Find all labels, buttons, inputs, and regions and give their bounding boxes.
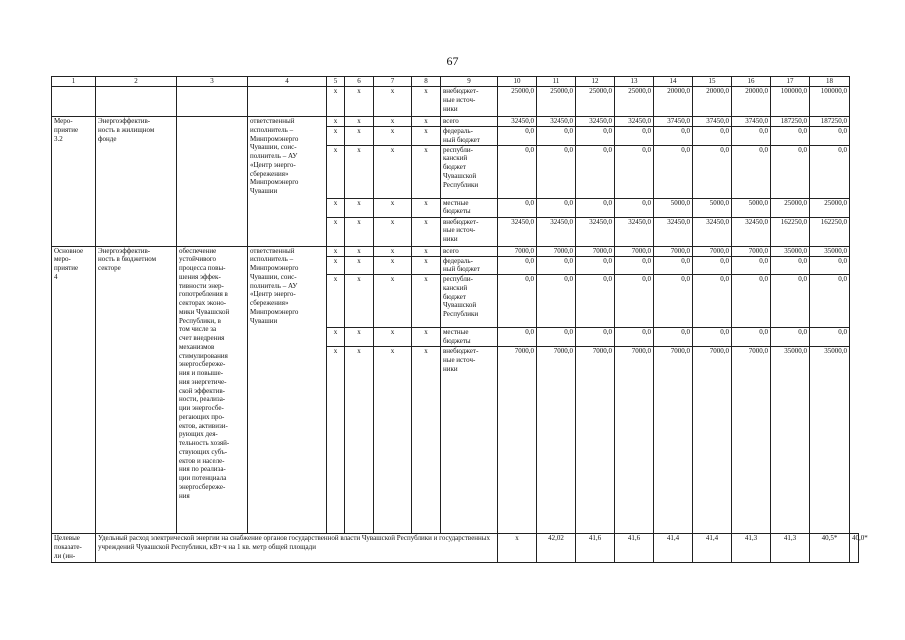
group2-row-4-x-6: x bbox=[345, 347, 374, 534]
target-value-col-17: 40,5* bbox=[810, 534, 850, 563]
row0-value-col-11: 25000,0 bbox=[537, 87, 576, 117]
group2-row-3-value-col-10: 0,0 bbox=[498, 328, 537, 347]
group1-row-3-source: местные бюджеты bbox=[441, 198, 498, 217]
group1-row-2-value-col-16: 0,0 bbox=[732, 145, 771, 198]
group2-row-1-value-col-13: 0,0 bbox=[615, 256, 654, 275]
row0-x-5: x bbox=[327, 87, 345, 117]
group2-row-1-value-col-14: 0,0 bbox=[654, 256, 693, 275]
group1-row-2-x-8: x bbox=[412, 145, 441, 198]
group1-row-3-value-col-16: 5000,0 bbox=[732, 198, 771, 217]
table-row bbox=[52, 117, 859, 127]
group1-row-4-value-col-17: 162250,0 bbox=[771, 217, 810, 246]
group2-row-3-source: местные бюджеты bbox=[441, 328, 498, 347]
row0-x-8: x bbox=[412, 87, 441, 117]
group2-row-0-x-8: x bbox=[412, 246, 441, 256]
group1-row-3-value-col-11: 0,0 bbox=[537, 198, 576, 217]
group2-row-4-value-col-10: 7000,0 bbox=[498, 347, 537, 534]
group1-row-4-x-6: x bbox=[345, 217, 374, 246]
group1-row-0-x-5: x bbox=[327, 117, 345, 127]
page-number: 67 bbox=[446, 54, 459, 68]
group1-row-3-x-7: x bbox=[374, 198, 412, 217]
group2-row-2-value-col-17: 0,0 bbox=[771, 275, 810, 328]
group2-row-4-value-col-15: 7000,0 bbox=[693, 347, 732, 534]
header-cell-18: 18 bbox=[810, 77, 850, 87]
group1-row-1-source: федераль- ный бюджет bbox=[441, 127, 498, 146]
row0-value-col-14: 20000,0 bbox=[654, 87, 693, 117]
group1-row-4-value-col-15: 32450,0 bbox=[693, 217, 732, 246]
group1-row-2-value-col-17: 0,0 bbox=[771, 145, 810, 198]
header-cell-8: 8 bbox=[412, 77, 441, 87]
group1-row-0-value-col-14: 37450,0 bbox=[654, 117, 693, 127]
group2-row-1-value-col-12: 0,0 bbox=[576, 256, 615, 275]
group1-row-0-value-col-13: 32450,0 bbox=[615, 117, 654, 127]
header-cell-4: 4 bbox=[248, 77, 327, 87]
group1-measure-name: Энергоэффектив- ность в жилищном фонде bbox=[96, 117, 177, 247]
group1-measure-goal bbox=[177, 117, 248, 247]
group2-row-3-value-col-17: 0,0 bbox=[771, 328, 810, 347]
empty-cell-2 bbox=[96, 87, 177, 117]
group1-row-0-value-col-12: 32450,0 bbox=[576, 117, 615, 127]
group2-row-0-value-col-18: 35000,0 bbox=[810, 246, 850, 256]
group1-row-1-value-col-14: 0,0 bbox=[654, 127, 693, 146]
group2-row-4-value-col-18: 35000,0 bbox=[810, 347, 850, 534]
row0-x-6: x bbox=[345, 87, 374, 117]
group1-row-4-source: внебюджет- ные источ- ники bbox=[441, 217, 498, 246]
group2-measure-name: Энергоэффектив- ность в бюджетном секторе bbox=[96, 246, 177, 534]
row0-value-col-12: 25000,0 bbox=[576, 87, 615, 117]
group2-row-3-value-col-13: 0,0 bbox=[615, 328, 654, 347]
group2-row-0-value-col-10: 7000,0 bbox=[498, 246, 537, 256]
group2-row-0-value-col-11: 7000,0 bbox=[537, 246, 576, 256]
target-value-col-10: 42,02 bbox=[537, 534, 576, 563]
group1-row-2-source: республи- канский бюджет Чувашской Республики bbox=[441, 145, 498, 198]
group1-row-3-value-col-18: 25000,0 bbox=[810, 198, 850, 217]
group1-row-2-value-col-14: 0,0 bbox=[654, 145, 693, 198]
group1-measure-number: Меро- приятие 3.2 bbox=[52, 117, 96, 247]
group1-row-0-x-8: x bbox=[412, 117, 441, 127]
group2-row-2-value-col-11: 0,0 bbox=[537, 275, 576, 328]
group2-row-0-x-5: x bbox=[327, 246, 345, 256]
group1-row-0-value-col-10: 32450,0 bbox=[498, 117, 537, 127]
header-cell-13: 13 bbox=[615, 77, 654, 87]
group2-row-4-value-col-12: 7000,0 bbox=[576, 347, 615, 534]
group1-row-1-value-col-17: 0,0 bbox=[771, 127, 810, 146]
header-cell-5: 5 bbox=[327, 77, 345, 87]
group2-row-0-value-col-14: 7000,0 bbox=[654, 246, 693, 256]
group1-row-2-x-6: x bbox=[345, 145, 374, 198]
budget-table bbox=[51, 76, 868, 563]
group1-row-1-x-6: x bbox=[345, 127, 374, 146]
group2-row-0-x-6: x bbox=[345, 246, 374, 256]
group1-row-1-x-8: x bbox=[412, 127, 441, 146]
table-row bbox=[52, 246, 859, 256]
row0-source: внебюджет- ные источ- ники bbox=[441, 87, 498, 117]
group2-row-3-value-col-15: 0,0 bbox=[693, 328, 732, 347]
header-cell-6: 6 bbox=[345, 77, 374, 87]
group1-row-4-value-col-18: 162250,0 bbox=[810, 217, 850, 246]
row0-value-col-15: 20000,0 bbox=[693, 87, 732, 117]
group2-row-2-value-col-14: 0,0 bbox=[654, 275, 693, 328]
group2-row-2-value-col-18: 0,0 bbox=[810, 275, 850, 328]
table-row bbox=[52, 87, 859, 117]
group2-row-0-value-col-13: 7000,0 bbox=[615, 246, 654, 256]
group2-measure-goal: обеспечение устойчивого процесса повы- шения эффек- тивности энер- гопотребления в секторах эконо- мики Чувашской Республики, в том числе за счет внедрения механизмов стимулирования энергосбереже- ния и повыше- ния энергетиче- ской эффектив- ности, реализа- ции энергосбе- регающих про- ектов, активизи- рующих дея- тельность хозяй- ствующих субъ- ектов и населе- ния по реализа- ции потенциала энергосбереже- ния bbox=[177, 246, 248, 534]
empty-cell-1 bbox=[52, 87, 96, 117]
header-cell-11: 11 bbox=[537, 77, 576, 87]
group1-row-1-value-col-16: 0,0 bbox=[732, 127, 771, 146]
group1-row-1-value-col-11: 0,0 bbox=[537, 127, 576, 146]
header-cell-17: 17 bbox=[771, 77, 810, 87]
group1-row-3-value-col-15: 5000,0 bbox=[693, 198, 732, 217]
group2-row-3-x-5: x bbox=[327, 328, 345, 347]
target-value-col-12: 41,6 bbox=[615, 534, 654, 563]
group2-row-0-value-col-15: 7000,0 bbox=[693, 246, 732, 256]
group2-row-1-value-col-11: 0,0 bbox=[537, 256, 576, 275]
row0-value-col-17: 100000,0 bbox=[771, 87, 810, 117]
group2-row-2-value-col-12: 0,0 bbox=[576, 275, 615, 328]
group1-row-1-value-col-10: 0,0 bbox=[498, 127, 537, 146]
group1-row-1-value-col-12: 0,0 bbox=[576, 127, 615, 146]
empty-cell-3 bbox=[177, 87, 248, 117]
target-value-col-18: 40,0* bbox=[850, 534, 859, 563]
group2-row-1-source: федераль- ный бюджет bbox=[441, 256, 498, 275]
group2-row-0-value-col-16: 7000,0 bbox=[732, 246, 771, 256]
group1-row-1-x-5: x bbox=[327, 127, 345, 146]
group1-row-3-value-col-17: 25000,0 bbox=[771, 198, 810, 217]
group2-row-4-value-col-13: 7000,0 bbox=[615, 347, 654, 534]
group1-row-0-value-col-11: 32450,0 bbox=[537, 117, 576, 127]
group2-row-4-value-col-17: 35000,0 bbox=[771, 347, 810, 534]
group2-row-2-value-col-10: 0,0 bbox=[498, 275, 537, 328]
group1-executor: ответственный исполнитель – Минпромэнерго Чувашии, соис- полнитель – АУ «Центр энерго- сбережения» Минпромэнерго Чувашии bbox=[248, 117, 327, 247]
group1-row-4-value-col-14: 32450,0 bbox=[654, 217, 693, 246]
group1-row-4-value-col-16: 32450,0 bbox=[732, 217, 771, 246]
header-cell-16: 16 bbox=[732, 77, 771, 87]
group1-row-4-x-5: x bbox=[327, 217, 345, 246]
group2-row-3-x-7: x bbox=[374, 328, 412, 347]
group2-row-3-x-6: x bbox=[345, 328, 374, 347]
row0-value-col-18: 100000,0 bbox=[810, 87, 850, 117]
group1-row-0-x-6: x bbox=[345, 117, 374, 127]
target-value-col-13: 41,4 bbox=[654, 534, 693, 563]
group2-row-4-x-8: x bbox=[412, 347, 441, 534]
group2-row-4-value-col-16: 7000,0 bbox=[732, 347, 771, 534]
group2-row-4-source: внебюджет- ные источ- ники bbox=[441, 347, 498, 534]
group1-row-3-x-8: x bbox=[412, 198, 441, 217]
group1-row-1-value-col-13: 0,0 bbox=[615, 127, 654, 146]
group1-row-4-value-col-13: 32450,0 bbox=[615, 217, 654, 246]
group1-row-2-x-5: x bbox=[327, 145, 345, 198]
header-cell-15: 15 bbox=[693, 77, 732, 87]
group2-row-1-value-col-15: 0,0 bbox=[693, 256, 732, 275]
group1-row-0-source: всего bbox=[441, 117, 498, 127]
group1-row-0-value-col-17: 187250,0 bbox=[771, 117, 810, 127]
group2-row-4-value-col-14: 7000,0 bbox=[654, 347, 693, 534]
group2-row-4-x-7: x bbox=[374, 347, 412, 534]
group1-row-4-value-col-12: 32450,0 bbox=[576, 217, 615, 246]
group2-row-2-x-6: x bbox=[345, 275, 374, 328]
header-cell-1: 1 bbox=[52, 77, 96, 87]
group1-row-3-value-col-14: 5000,0 bbox=[654, 198, 693, 217]
group1-row-2-value-col-10: 0,0 bbox=[498, 145, 537, 198]
group1-row-2-value-col-11: 0,0 bbox=[537, 145, 576, 198]
header-cell-7: 7 bbox=[374, 77, 412, 87]
target-label: Целевые показате- ли (ин- bbox=[52, 534, 96, 563]
group2-row-3-x-8: x bbox=[412, 328, 441, 347]
group1-row-3-value-col-13: 0,0 bbox=[615, 198, 654, 217]
target-row bbox=[52, 534, 859, 563]
group2-row-1-value-col-10: 0,0 bbox=[498, 256, 537, 275]
group1-row-1-value-col-15: 0,0 bbox=[693, 127, 732, 146]
group2-row-2-value-col-15: 0,0 bbox=[693, 275, 732, 328]
group2-row-0-value-col-17: 35000,0 bbox=[771, 246, 810, 256]
target-value-col-14: 41,4 bbox=[693, 534, 732, 563]
group1-row-3-value-col-12: 0,0 bbox=[576, 198, 615, 217]
group2-row-1-x-8: x bbox=[412, 256, 441, 275]
group2-row-2-value-col-16: 0,0 bbox=[732, 275, 771, 328]
group2-row-0-value-col-12: 7000,0 bbox=[576, 246, 615, 256]
header-cell-12: 12 bbox=[576, 77, 615, 87]
group1-row-0-x-7: x bbox=[374, 117, 412, 127]
header-cell-2: 2 bbox=[96, 77, 177, 87]
group1-row-4-x-8: x bbox=[412, 217, 441, 246]
group1-row-2-value-col-18: 0,0 bbox=[810, 145, 850, 198]
group1-row-2-x-7: x bbox=[374, 145, 412, 198]
group2-row-1-x-5: x bbox=[327, 256, 345, 275]
group1-row-3-x-6: x bbox=[345, 198, 374, 217]
group1-row-3-value-col-10: 0,0 bbox=[498, 198, 537, 217]
group1-row-2-value-col-12: 0,0 bbox=[576, 145, 615, 198]
target-value-col-11: 41,6 bbox=[576, 534, 615, 563]
group1-row-2-value-col-13: 0,0 bbox=[615, 145, 654, 198]
group1-row-4-x-7: x bbox=[374, 217, 412, 246]
header-cell-3: 3 bbox=[177, 77, 248, 87]
header-cell-9: 9 bbox=[441, 77, 498, 87]
group2-row-0-source: всего bbox=[441, 246, 498, 256]
group2-row-2-x-7: x bbox=[374, 275, 412, 328]
group2-row-0-x-7: x bbox=[374, 246, 412, 256]
group1-row-1-value-col-18: 0,0 bbox=[810, 127, 850, 146]
row0-x-7: x bbox=[374, 87, 412, 117]
group2-row-2-source: республи- канский бюджет Чувашской Республики bbox=[441, 275, 498, 328]
group1-row-2-value-col-15: 0,0 bbox=[693, 145, 732, 198]
group2-row-3-value-col-11: 0,0 bbox=[537, 328, 576, 347]
group2-row-3-value-col-12: 0,0 bbox=[576, 328, 615, 347]
target-description: Удельный расход электрической энергии на снабжение органов государственной власти Чувашской Республики и государственных учреждений Чувашской Республики, кВт·ч на 1 кв. метр общей площади bbox=[96, 534, 498, 563]
group1-row-1-x-7: x bbox=[374, 127, 412, 146]
group2-row-1-value-col-17: 0,0 bbox=[771, 256, 810, 275]
empty-cell-4 bbox=[248, 87, 327, 117]
group2-row-1-x-7: x bbox=[374, 256, 412, 275]
target-x: x bbox=[498, 534, 537, 563]
row0-value-col-13: 25000,0 bbox=[615, 87, 654, 117]
header-row bbox=[52, 77, 859, 87]
group1-row-3-x-5: x bbox=[327, 198, 345, 217]
group2-row-1-value-col-16: 0,0 bbox=[732, 256, 771, 275]
group1-row-4-value-col-10: 32450,0 bbox=[498, 217, 537, 246]
group2-row-1-x-6: x bbox=[345, 256, 374, 275]
group1-row-0-value-col-16: 37450,0 bbox=[732, 117, 771, 127]
group2-row-3-value-col-14: 0,0 bbox=[654, 328, 693, 347]
group2-row-3-value-col-16: 0,0 bbox=[732, 328, 771, 347]
header-cell-10: 10 bbox=[498, 77, 537, 87]
group2-row-2-value-col-13: 0,0 bbox=[615, 275, 654, 328]
row0-value-col-10: 25000,0 bbox=[498, 87, 537, 117]
group1-row-0-value-col-15: 37450,0 bbox=[693, 117, 732, 127]
group2-executor: ответственный исполнитель – Минпромэнерго Чувашии, соис- полнитель – АУ «Центр энерго- сбережения» Минпромэнерго Чувашии bbox=[248, 246, 327, 534]
target-value-col-15: 41,3 bbox=[732, 534, 771, 563]
group1-row-0-value-col-18: 187250,0 bbox=[810, 117, 850, 127]
group1-row-4-value-col-11: 32450,0 bbox=[537, 217, 576, 246]
group2-row-3-value-col-18: 0,0 bbox=[810, 328, 850, 347]
group2-row-2-x-8: x bbox=[412, 275, 441, 328]
target-value-col-16: 41,3 bbox=[771, 534, 810, 563]
group2-row-1-value-col-18: 0,0 bbox=[810, 256, 850, 275]
group2-row-2-x-5: x bbox=[327, 275, 345, 328]
group2-measure-number: Основное меро- приятие 4 bbox=[52, 246, 96, 534]
group2-row-4-value-col-11: 7000,0 bbox=[537, 347, 576, 534]
row0-value-col-16: 20000,0 bbox=[732, 87, 771, 117]
header-cell-14: 14 bbox=[654, 77, 693, 87]
group2-row-4-x-5: x bbox=[327, 347, 345, 534]
